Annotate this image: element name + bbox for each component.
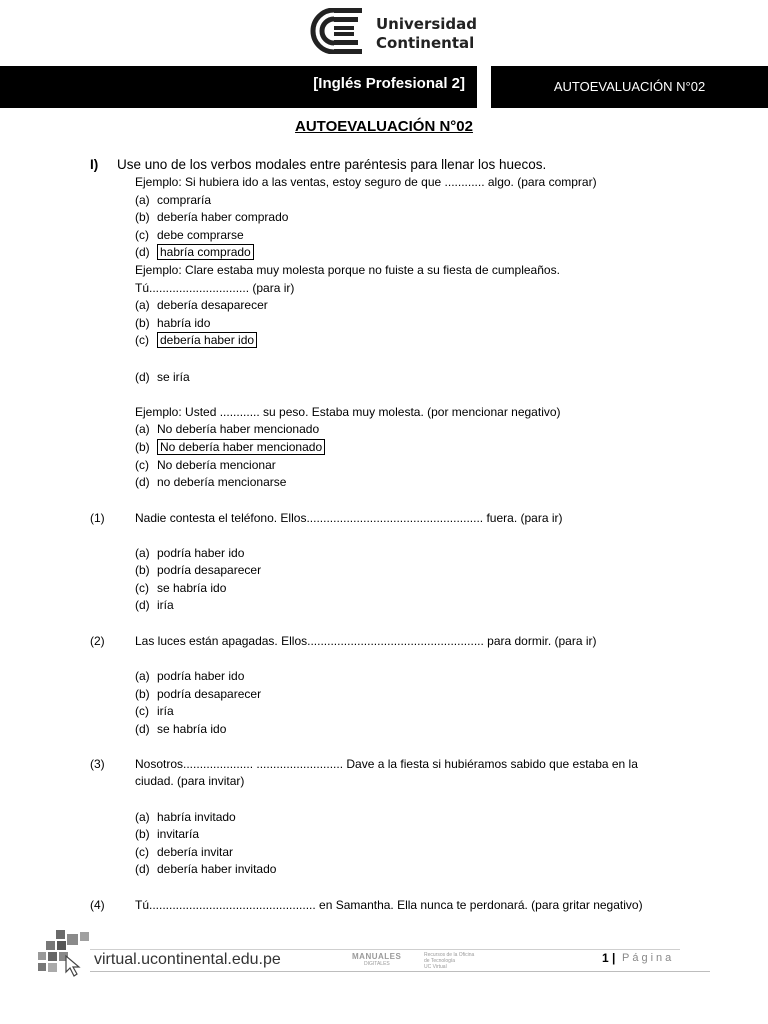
manuales-desc-2: de Tecnología — [424, 958, 456, 964]
option-letter: (c) — [135, 458, 149, 472]
option-text — [157, 810, 236, 825]
line-text: Las luces están apagadas. Ellos..................................................... para dormir. (para ir) — [135, 634, 597, 648]
option-letter: (d) — [135, 862, 150, 876]
option-letter: (a) — [135, 422, 150, 436]
cursor-grid-icon — [38, 930, 94, 978]
manuales-label: MANUALES — [352, 952, 402, 961]
option-letter: (c) — [135, 845, 149, 859]
option-letter: (d) — [135, 245, 150, 259]
option-text — [157, 687, 261, 702]
option-letter: (b) — [135, 210, 150, 224]
option-text — [157, 440, 325, 455]
line-text: Tú.................................................. en Samantha. Ella nunca te perdonará. (para gritar negativo) — [135, 898, 643, 912]
question-text — [135, 634, 597, 649]
option-text — [157, 581, 226, 596]
line-text: debería haber invitado — [157, 862, 277, 876]
line-text: iría — [157, 598, 174, 612]
line-text: se habría ido — [157, 722, 227, 736]
footer-divider — [90, 949, 680, 950]
option-letter: (d) — [135, 722, 150, 736]
option-text — [157, 704, 174, 719]
question-number: (3) — [90, 757, 105, 771]
example-text — [135, 405, 561, 420]
selected-answer: debería haber ido — [157, 332, 257, 348]
instruction-text: Use uno de los verbos modales entre paréntesis para llenar los huecos. — [117, 157, 547, 172]
option-letter: (b) — [135, 827, 150, 841]
option-text — [157, 827, 199, 842]
university-logo — [306, 8, 476, 58]
option-letter: (a) — [135, 810, 150, 824]
footer-url[interactable]: virtual.ucontinental.edu.pe — [94, 951, 281, 968]
line-text: compraría — [157, 193, 212, 207]
option-text — [157, 210, 288, 225]
footer-divider-lower — [90, 971, 710, 972]
example-text — [135, 175, 597, 190]
line-text: iría — [157, 704, 174, 718]
option-letter: (b) — [135, 440, 150, 454]
logo-line-1: Universidad — [376, 15, 478, 33]
option-letter: (d) — [135, 370, 150, 384]
question-number: (2) — [90, 634, 105, 648]
line-text: se habría ido — [157, 581, 227, 595]
option-letter: (c) — [135, 704, 149, 718]
line-text: podría desaparecer — [157, 563, 262, 577]
line-text: No debería mencionar — [157, 458, 276, 472]
option-text — [157, 228, 244, 243]
line-text: debe comprarse — [157, 228, 244, 242]
line-text: debería invitar — [157, 845, 234, 859]
line-text: podría haber ido — [157, 546, 245, 560]
option-letter: (d) — [135, 475, 150, 489]
course-title: [Inglés Profesional 2] — [313, 75, 465, 92]
manuales-digitales-logo — [352, 952, 401, 967]
question-number: (4) — [90, 898, 105, 912]
question-text — [135, 757, 638, 772]
option-text — [157, 298, 268, 313]
option-letter: (b) — [135, 687, 150, 701]
line-text: No debería haber mencionado — [157, 422, 320, 436]
option-letter: (b) — [135, 316, 150, 330]
option-letter: (a) — [135, 669, 150, 683]
option-letter: (a) — [135, 546, 150, 560]
option-text — [157, 563, 261, 578]
manuales-desc-1: Recursos de la Oficina — [424, 952, 475, 958]
option-letter: (c) — [135, 581, 149, 595]
option-text — [157, 458, 276, 473]
option-text — [157, 669, 244, 684]
option-text — [157, 722, 226, 737]
option-text — [157, 546, 244, 561]
page-number: 1 | — [602, 951, 616, 965]
option-text — [157, 245, 254, 260]
line-text: no debería mencionarse — [157, 475, 287, 489]
line-text: podría haber ido — [157, 669, 245, 683]
example-text — [135, 774, 244, 789]
line-text: Ejemplo: Usted ............ su peso. Estaba muy molesta. (por mencionar negativo) — [135, 405, 561, 419]
question-number: (1) — [90, 511, 105, 525]
line-text: habría ido — [157, 316, 211, 330]
option-text — [157, 193, 211, 208]
option-text — [157, 862, 276, 877]
option-letter: (c) — [135, 333, 149, 347]
manuales-desc-3: UC Virtual — [424, 964, 447, 970]
line-text: Nosotros..................... .......................... Dave a la fiesta si hubiéramos sabido que estaba en la — [135, 757, 638, 771]
line-text: ciudad. (para invitar) — [135, 774, 245, 788]
line-text: Tú.............................. (para ir) — [135, 281, 295, 295]
selected-answer: habría comprado — [157, 244, 254, 260]
section-banner — [491, 66, 768, 108]
manuales-sub-label: DIGITALES — [364, 961, 390, 967]
section-title: AUTOEVALUACIÓN N°02 — [553, 79, 706, 94]
option-text — [157, 475, 286, 490]
line-text: Ejemplo: Clare estaba muy molesta porque no fuiste a su fiesta de cumpleaños. — [135, 263, 560, 277]
line-text: invitaría — [157, 827, 200, 841]
line-text: Ejemplo: Si hubiera ido a las ventas, estoy seguro de que ............ algo. (para comprar) — [135, 175, 597, 189]
option-letter: (b) — [135, 563, 150, 577]
line-text: se iría — [157, 370, 190, 384]
option-text — [157, 370, 190, 385]
option-letter: (a) — [135, 298, 150, 312]
question-text — [135, 511, 563, 526]
option-text — [157, 333, 257, 348]
section-number: I) — [90, 157, 99, 172]
option-text — [157, 422, 319, 437]
option-letter: (c) — [135, 228, 149, 242]
course-banner — [0, 66, 477, 108]
line-text: debería haber comprado — [157, 210, 289, 224]
page-title: AUTOEVALUACIÓN N°02 — [295, 118, 473, 135]
option-text — [157, 598, 174, 613]
option-text — [157, 316, 210, 331]
manuales-description — [424, 952, 474, 970]
example-text — [135, 281, 294, 296]
line-text: Nadie contesta el teléfono. Ellos..................................................... fuera. (para ir) — [135, 511, 563, 525]
logo-line-2: Continental — [376, 34, 475, 52]
question-text — [135, 898, 643, 913]
line-text: debería desaparecer — [157, 298, 268, 312]
option-letter: (d) — [135, 598, 150, 612]
selected-answer: No debería haber mencionado — [157, 439, 325, 455]
option-text — [157, 845, 233, 860]
option-letter: (a) — [135, 193, 150, 207]
university-c-logo-icon — [306, 8, 366, 54]
example-text — [135, 263, 560, 278]
line-text: habría invitado — [157, 810, 236, 824]
line-text: podría desaparecer — [157, 687, 262, 701]
page-label: Página — [622, 952, 675, 964]
